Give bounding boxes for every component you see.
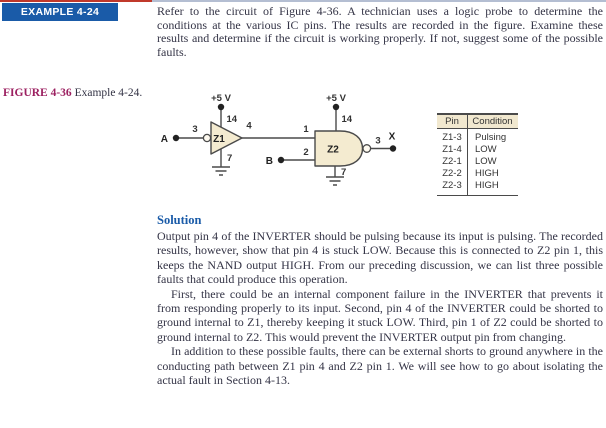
solution-heading: Solution (157, 213, 202, 227)
top-rule-red (0, 0, 152, 2)
table-header-row (437, 115, 518, 129)
pin1-label-z2: 1 (303, 124, 309, 135)
table-row (437, 179, 518, 191)
figure-caption (3, 86, 145, 100)
table-column-divider (467, 115, 468, 195)
table-body (437, 129, 518, 195)
circuit-diagram (155, 88, 410, 200)
table-row (437, 156, 518, 168)
top-rule-gray (152, 0, 606, 2)
table-row (437, 167, 518, 179)
pin14-label-z2: 14 (341, 114, 353, 125)
input-b-label: B (265, 156, 273, 167)
table-cell-condition: Pulsing (475, 132, 507, 144)
table-cell-condition: HIGH (475, 167, 499, 179)
table-cell-pin: Z1-3 (442, 132, 462, 144)
table-cell-condition: LOW (475, 144, 497, 156)
table-row (437, 132, 518, 144)
dot-output-x (390, 145, 396, 151)
example-intro-paragraph: Refer to the circuit of Figure 4-36. A technician uses a logic probe to determine the conditions at the various IC pins. The results are recorded in the figure. Examine these results and determine if the circuit is working properly. If not, suggest some of the possible faults. (157, 4, 603, 59)
pin14-label-z1: 14 (226, 114, 238, 125)
figure-caption-label: FIGURE 4-36 (3, 87, 72, 99)
solution-paragraph: Output pin 4 of the INVERTER should be pulsing because its input is pulsing. The recorded results, however, show that pin 4 is stuck LOW. Because this is connected to Z2 pin 1, this keeps the NAND output HIGH. From our preceding discussion, we can list three possible faults that could produce this operation. (157, 229, 603, 287)
inverter-input-bubble-icon (203, 134, 210, 141)
inverter-name-label: Z1 (213, 134, 225, 145)
ground-symbol-z1 (212, 167, 230, 175)
table-cell-pin: Z1-4 (442, 144, 462, 156)
table-row (437, 144, 518, 156)
pin2-label-z2: 2 (303, 147, 309, 158)
input-a-label: A (160, 134, 168, 145)
pin7-label-z1: 7 (227, 153, 233, 164)
solution-paragraph: In addition to these possible faults, there can be external shorts to ground anywhere in the conducting path between Z1 pin 4 and Z2 pin 1. We will see how to go about isolating the actual fault in Section 4-13. (157, 344, 603, 388)
table-cell-condition: HIGH (475, 179, 499, 191)
table-header-pin: Pin (445, 116, 459, 127)
output-x-label: X (388, 131, 396, 143)
pin7-label-z2: 7 (341, 167, 347, 178)
pin3-label-z1: 3 (192, 124, 198, 135)
solution-body (157, 229, 603, 387)
table-cell-pin: Z2-3 (442, 179, 462, 191)
nand-name-label: Z2 (327, 144, 339, 156)
dot-input-a (173, 135, 179, 141)
example-badge: EXAMPLE 4-24 (2, 3, 118, 21)
junction-dots (173, 104, 396, 163)
dot-vcc-z2 (333, 104, 339, 110)
pin3-label-z2: 3 (375, 135, 381, 147)
dot-vcc-z1 (218, 104, 224, 110)
solution-paragraph: First, there could be an internal component failure in the INVERTER that prevents it from responding properly to its input. Second, pin 4 of the INVERTER could be shorted to ground internal to Z1, thereby keeping it stuck LOW. Third, pin 1 of Z2 could be shorted to ground internal to Z2. This would prevent the INVERTER output pin from changing. (157, 286, 603, 344)
nand-output-bubble-icon (363, 145, 371, 153)
supply-label-z1: +5 V (211, 93, 231, 104)
table-cell-pin: Z2-2 (442, 167, 462, 179)
supply-label-z2: +5 V (326, 93, 346, 104)
table-cell-pin: Z2-1 (442, 155, 462, 167)
pin4-label-z1: 4 (246, 120, 252, 132)
table-cell-condition: LOW (475, 155, 497, 167)
table-header-condition: Condition (472, 116, 513, 127)
figure-caption-text: Example 4-24. (74, 87, 143, 99)
results-table (437, 113, 518, 196)
dot-input-b (278, 157, 284, 163)
ground-symbol-z2 (326, 177, 344, 185)
